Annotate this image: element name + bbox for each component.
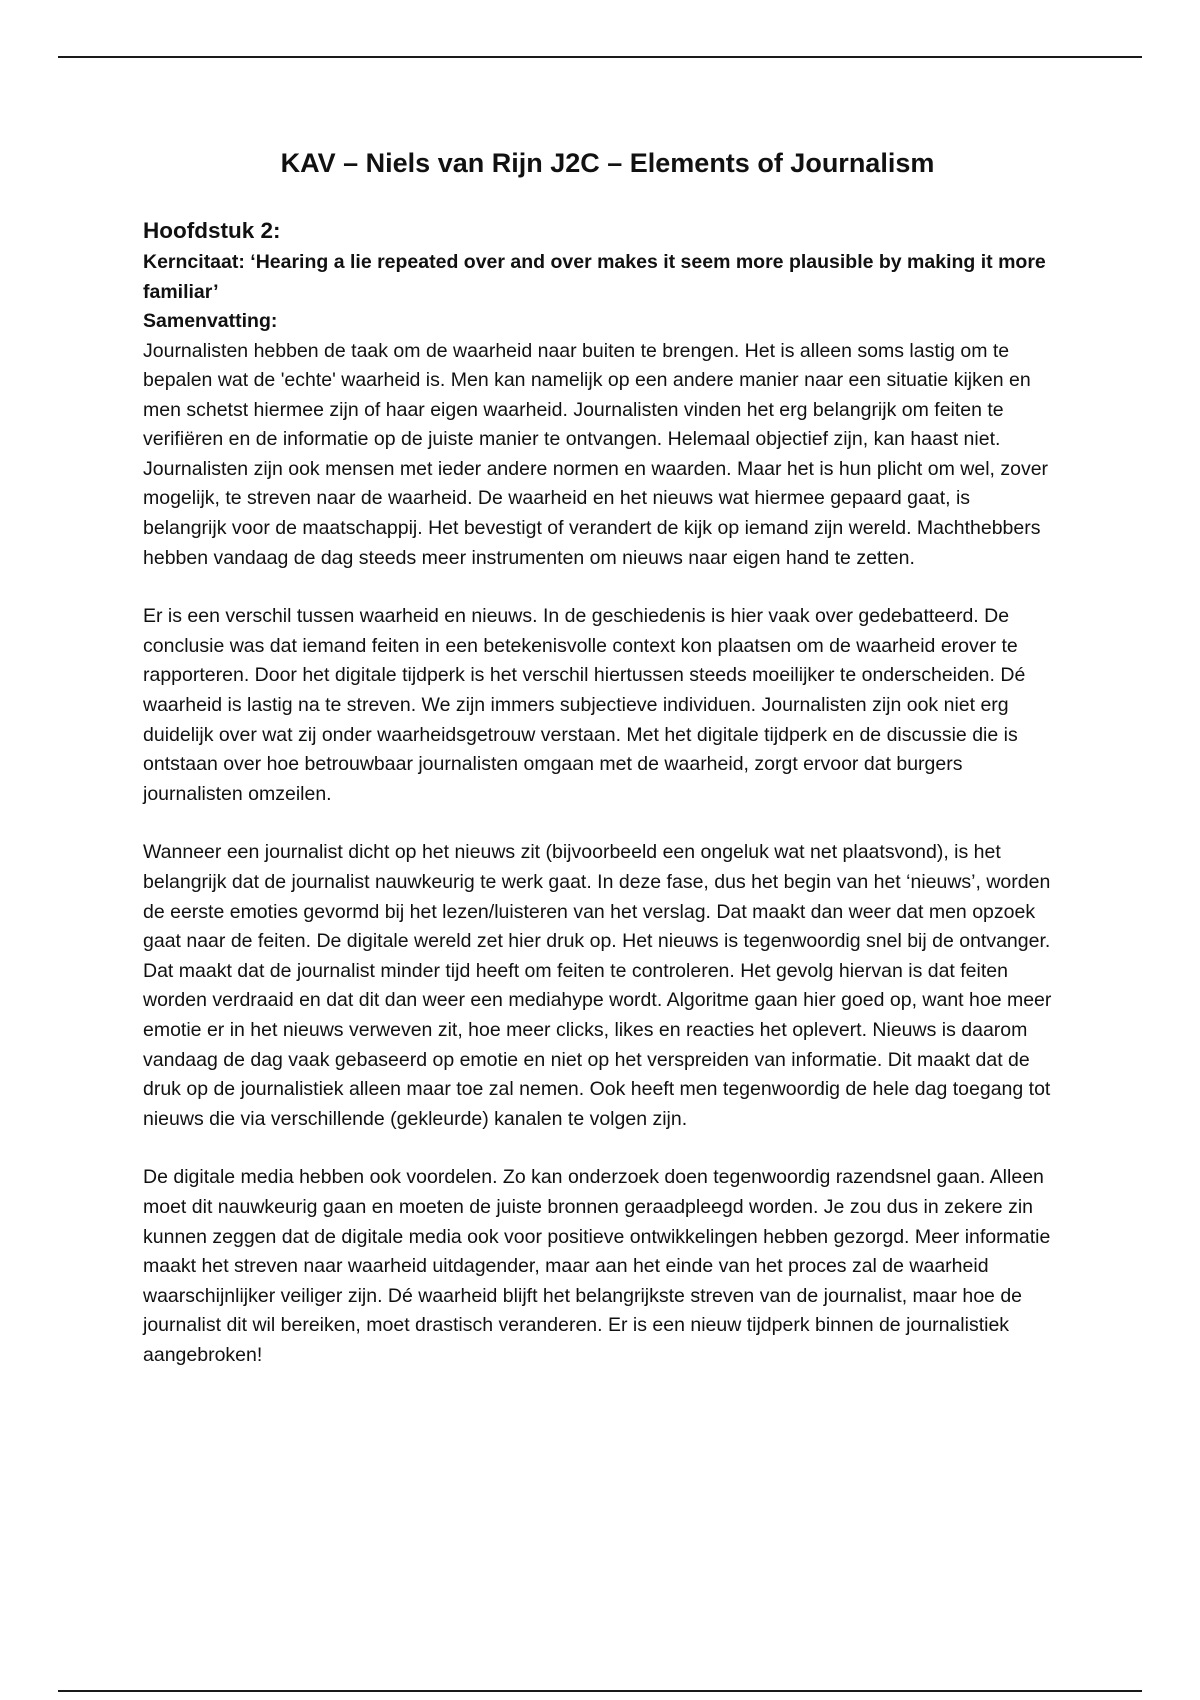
summary-label: Samenvatting: — [143, 310, 278, 332]
document-body — [143, 146, 1058, 1400]
paragraph-3: Wanneer een journalist dicht op het nieuws zit (bijvoorbeeld een ongeluk wat net plaatsvond), is het belangrijk dat de journalist nauwkeurig te werk gaat. In deze fase, dus het begin van het ‘nieuws’, worden de eerste emoties gevormd bij het lezen/luisteren van het verslag. Dat maakt dan weer dat men opzoek gaat naar de feiten. De digitale wereld zet hier druk op. Het nieuws is tegenwoordig snel bij de ontvanger. Dat maakt dat de journalist minder tijd heeft om feiten te controleren. Het gevolg hiervan is dat feiten worden verdraaid en dat dit dan weer een mediahype wordt. Algoritme gaan hier goed op, want hoe meer emotie er in het nieuws verweven zit, hoe meer clicks, likes en reacties het oplevert. Nieuws is daarom vandaag de dag vaak gebaseerd op emotie en niet op het verspreiden van informatie. Dit maakt dat de druk op de journalistiek alleen maar toe zal nemen. Ook heeft men tegenwoordig de hele dag toegang tot nieuws die via verschillende (gekleurde) kanalen te volgen zijn. — [143, 841, 1052, 1130]
paragraph-1: Journalisten hebben de taak om de waarheid naar buiten te brengen. Het is alleen soms lastig om te bepalen wat de 'echte' waarheid is. Men kan namelijk op een andere manier naar een situatie kijken en men schetst hiermee zijn of haar eigen waarheid. Journalisten vinden het erg belangrijk om feiten te verifiëren en de informatie op de juiste manier te ontvangen. Helemaal objectief zijn, kan haast niet. Journalisten zijn ook mensen met ieder andere normen en waarden. Maar het is hun plicht om wel, zover mogelijk, te streven naar de waarheid. De waarheid en het nieuws wat hiermee gepaard gaat, is belangrijk voor de maatschappij. Het bevestigt of verandert de kijk op iemand zijn wereld. Machthebbers hebben vandaag de dag steeds meer instrumenten om nieuws naar eigen hand te zetten. — [143, 339, 1049, 569]
header-rule — [58, 56, 1142, 58]
paragraph-2: Er is een verschil tussen waarheid en nieuws. In de geschiedenis is hier vaak over gedebatteerd. De conclusie was dat iemand feiten in een betekenisvolle context kon plaatsen om de waarheid erover te rapporteren. Door het digitale tijdperk is het verschil hiertussen steeds moeilijker te onderscheiden. Dé waarheid is lastig na te streven. We zijn immers subjectieve individuen. Journalisten zijn ook niet erg duidelijk over wat zij onder waarheidsgetrouw verstaan. Met het digitale tijdperk en de discussie die is ontstaan over hoe betrouwbaar journalisten omgaan met de waarheid, zorgt ervoor dat burgers journalisten omzeilen. — [143, 605, 1026, 805]
paragraph-4: De digitale media hebben ook voordelen. Zo kan onderzoek doen tegenwoordig razendsnel gaan. Alleen moet dit nauwkeurig gaan en moeten de juiste bronnen geraadpleegd worden. Je zou dus in zekere zin kunnen zeggen dat de digitale media ook voor positieve ontwikkelingen hebben gezorgd. Meer informatie maakt het streven naar waarheid uitdagender, maar aan het einde van het proces zal de waarheid waarschijnlijker veiliger zijn. Dé waarheid blijft het belangrijkste streven van de journalist, maar hoe de journalist dit wil bereiken, moet drastisch veranderen. Er is een nieuw tijdperk binnen de journalistiek aangebroken! — [143, 1166, 1051, 1366]
document-title: KAV – Niels van Rijn J2C – Elements of Journalism — [280, 148, 935, 178]
chapter-heading: Hoofdstuk 2: — [143, 218, 281, 243]
key-quote: Kerncitaat: ‘Hearing a lie repeated over and over makes it seem more plausible by making it more familiar’ — [143, 251, 1046, 303]
footer-rule — [58, 1690, 1142, 1692]
